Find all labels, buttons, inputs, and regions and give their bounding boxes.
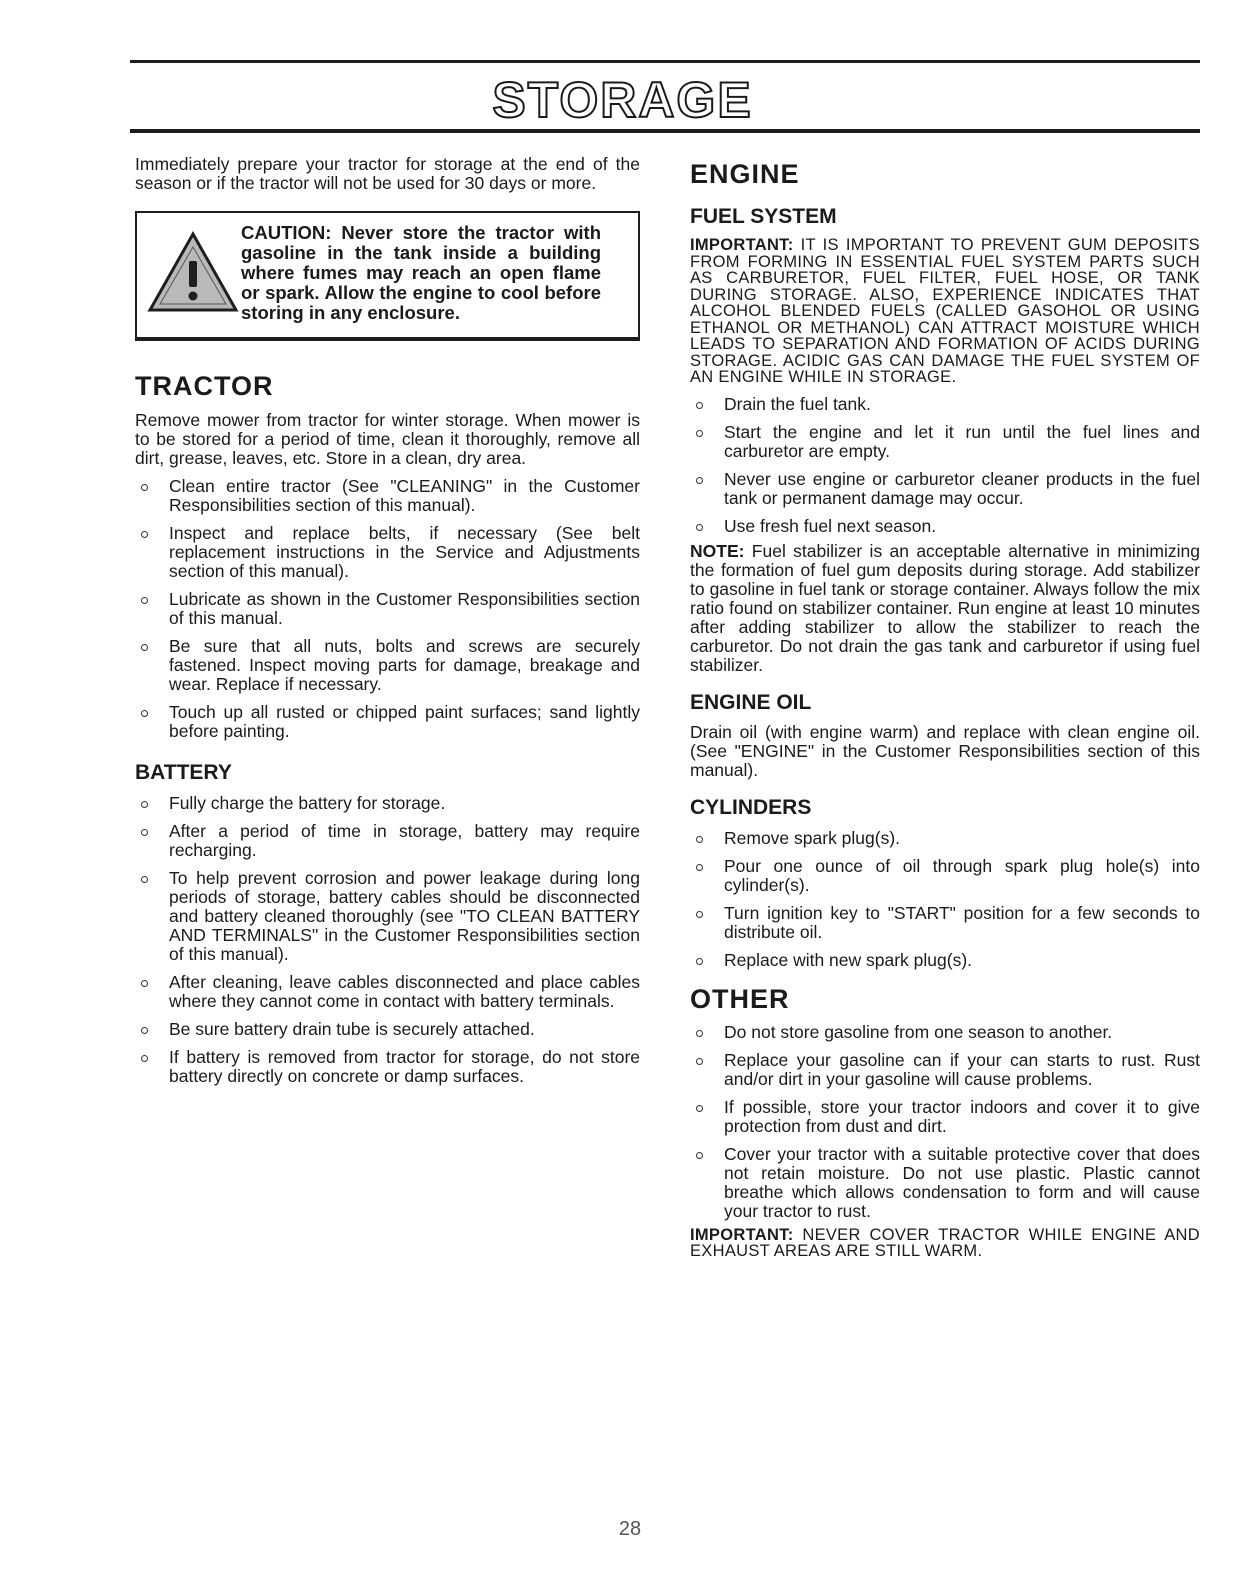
list-item: Use fresh fuel next season. [690,517,1200,536]
bullet-icon [696,911,703,918]
list-item: If possible, store your tractor indoors and cover it to give protection from dust and dirt. [690,1098,1200,1136]
bullet-icon [696,958,703,965]
note-label: NOTE: [690,540,745,561]
list-item: Fully charge the battery for storage. [135,794,640,813]
list-item: Lubricate as shown in the Customer Responsibilities section of this manual. [135,590,640,628]
cylinders-heading: CYLINDERS [690,795,812,819]
list-item: Pour one ounce of oil through spark plug hole(s) into cylinder(s). [690,857,1200,895]
battery-heading: BATTERY [135,761,232,784]
list-item: Do not store gasoline from one season to another. [690,1023,1200,1042]
top-rule [130,60,1200,63]
bullet-icon [696,1105,703,1112]
bullet-icon [141,597,148,604]
bullet-icon [141,980,148,987]
note-text: Fuel stabilizer is an acceptable alternative in minimizing the formation of fuel gum deposits during storage. Add stabilizer to gasoline in fuel tank or storage container. Always follow the mix ratio found on stabilizer container. Run engine at least 10 minutes after adding stabilizer to allow the stabilizer to reach the carburetor. Do not drain the gas tank and carburetor if using fuel stabilizer. [690,540,1200,675]
bullet-icon [696,402,703,409]
page-number: 28 [618,1518,642,1540]
caution-text: CAUTION: Never store the tractor with gasoline in the tank inside a building where fumes may reach an open flame or spark. Allow the engine to cool before storing in any enclosure. [241,222,601,323]
fuel-important-paragraph [690,237,1200,386]
title-underline-rule [130,129,1200,133]
list-item: If battery is removed from tractor for storage, do not store battery directly on concrete or damp surfaces. [135,1048,640,1086]
important-text: NEVER COVER TRACTOR WHILE ENGINE AND EXHAUST AREAS ARE STILL WARM. [690,1225,1200,1260]
left-column [135,155,640,1086]
list-item: Never use engine or carburetor cleaner products in the fuel tank or permanent damage may occur. [690,470,1200,508]
list-item: To help prevent corrosion and power leakage during long periods of storage, battery cables should be disconnected and battery cleaned thoroughly (see "TO CLEAN BATTERY AND TERMINALS" in the Customer Responsibilities section of this manual). [135,869,640,964]
important-text: IT IS IMPORTANT TO PREVENT GUM DEPOSITS FROM FORMING IN ESSENTIAL FUEL SYSTEM PARTS SUCH AS CARBURETOR, FUEL FILTER, FUEL HOSE, OR TANK DURING STORAGE. ALSO, EXPERIENCE INDICATES THAT ALCOHOL BLENDED FUELS (CALLED GASOHOL OR USING ETHANOL OR METHANOL) CAN ATTRACT MOISTURE WHICH LEADS TO SEPARATION AND FORMATION OF ACIDS DURING STORAGE. ACIDIC GAS CAN DAMAGE THE FUEL SYSTEM OF AN ENGINE WHILE IN STORAGE. [690,236,1200,386]
tractor-paragraph: Remove mower from tractor for winter storage. When mower is to be stored for a period of time, clean it thoroughly, remove all dirt, grease, leaves, etc. Store in a clean, dry area. [135,410,640,468]
important-label: IMPORTANT: [690,1225,794,1244]
other-heading: OTHER [690,983,790,1014]
other-important-paragraph [690,1227,1200,1260]
tractor-heading: TRACTOR [135,371,274,401]
fuel-system-heading: FUEL SYSTEM [690,205,837,228]
bullet-icon [696,1030,703,1037]
page-title: STORAGE [492,72,753,128]
list-item: Replace with new spark plug(s). [690,951,1200,970]
bullet-icon [696,836,703,843]
warning-triangle-icon [147,231,239,313]
bullet-icon [696,1058,703,1065]
bullet-icon [141,876,148,883]
bullet-icon [696,1152,703,1159]
list-item: Touch up all rusted or chipped paint surfaces; sand lightly before painting. [135,703,640,741]
bullet-icon [141,1055,148,1062]
bullet-icon [141,710,148,717]
list-item: Replace your gasoline can if your can starts to rust. Rust and/or dirt in your gasoline will cause problems. [690,1051,1200,1089]
battery-list [135,794,640,1086]
fuel-system-list [690,395,1200,536]
bullet-icon [141,484,148,491]
tractor-list [135,477,640,741]
engine-oil-paragraph: Drain oil (with engine warm) and replace with clean engine oil. (See "ENGINE" in the Customer Responsibilities section of this manual). [690,721,1200,780]
list-item: Remove spark plug(s). [690,829,1200,848]
important-label: IMPORTANT: [690,236,794,254]
list-item: Inspect and replace belts, if necessary (See belt replacement instructions in the Service and Adjustments section of this manual). [135,524,640,581]
list-item: Be sure battery drain tube is securely attached. [135,1020,640,1039]
list-item: Drain the fuel tank. [690,395,1200,414]
caution-box [135,211,640,341]
fuel-note-paragraph [690,542,1200,675]
list-item: Clean entire tractor (See "CLEANING" in the Customer Responsibilities section of this manual). [135,477,640,515]
right-column [690,155,1200,1260]
bullet-icon [141,829,148,836]
list-item: Be sure that all nuts, bolts and screws are securely fastened. Inspect moving parts for damage, breakage and wear. Replace if necessary. [135,637,640,694]
bullet-icon [696,524,703,531]
engine-heading: ENGINE [690,159,800,189]
bullet-icon [141,1027,148,1034]
list-item: Turn ignition key to "START" position for a few seconds to distribute oil. [690,904,1200,942]
list-item: After cleaning, leave cables disconnected and place cables where they cannot come in contact with battery terminals. [135,973,640,1011]
cylinders-list [690,829,1200,970]
list-item: Cover your tractor with a suitable protective cover that does not retain moisture. Do not use plastic. Plastic cannot breathe which allows condensation to form and will cause your tractor to rust. [690,1145,1200,1221]
list-item: After a period of time in storage, battery may require recharging. [135,822,640,860]
intro-paragraph: Immediately prepare your tractor for storage at the end of the season or if the tractor will not be used for 30 days or more. [135,154,640,193]
other-list [690,1023,1200,1221]
bullet-icon [141,644,148,651]
bullet-icon [696,864,703,871]
bullet-icon [141,531,148,538]
bullet-icon [141,801,148,808]
bullet-icon [696,477,703,484]
list-item: Start the engine and let it run until the fuel lines and carburetor are empty. [690,423,1200,461]
bullet-icon [696,430,703,437]
engine-oil-heading: ENGINE OIL [690,690,812,714]
